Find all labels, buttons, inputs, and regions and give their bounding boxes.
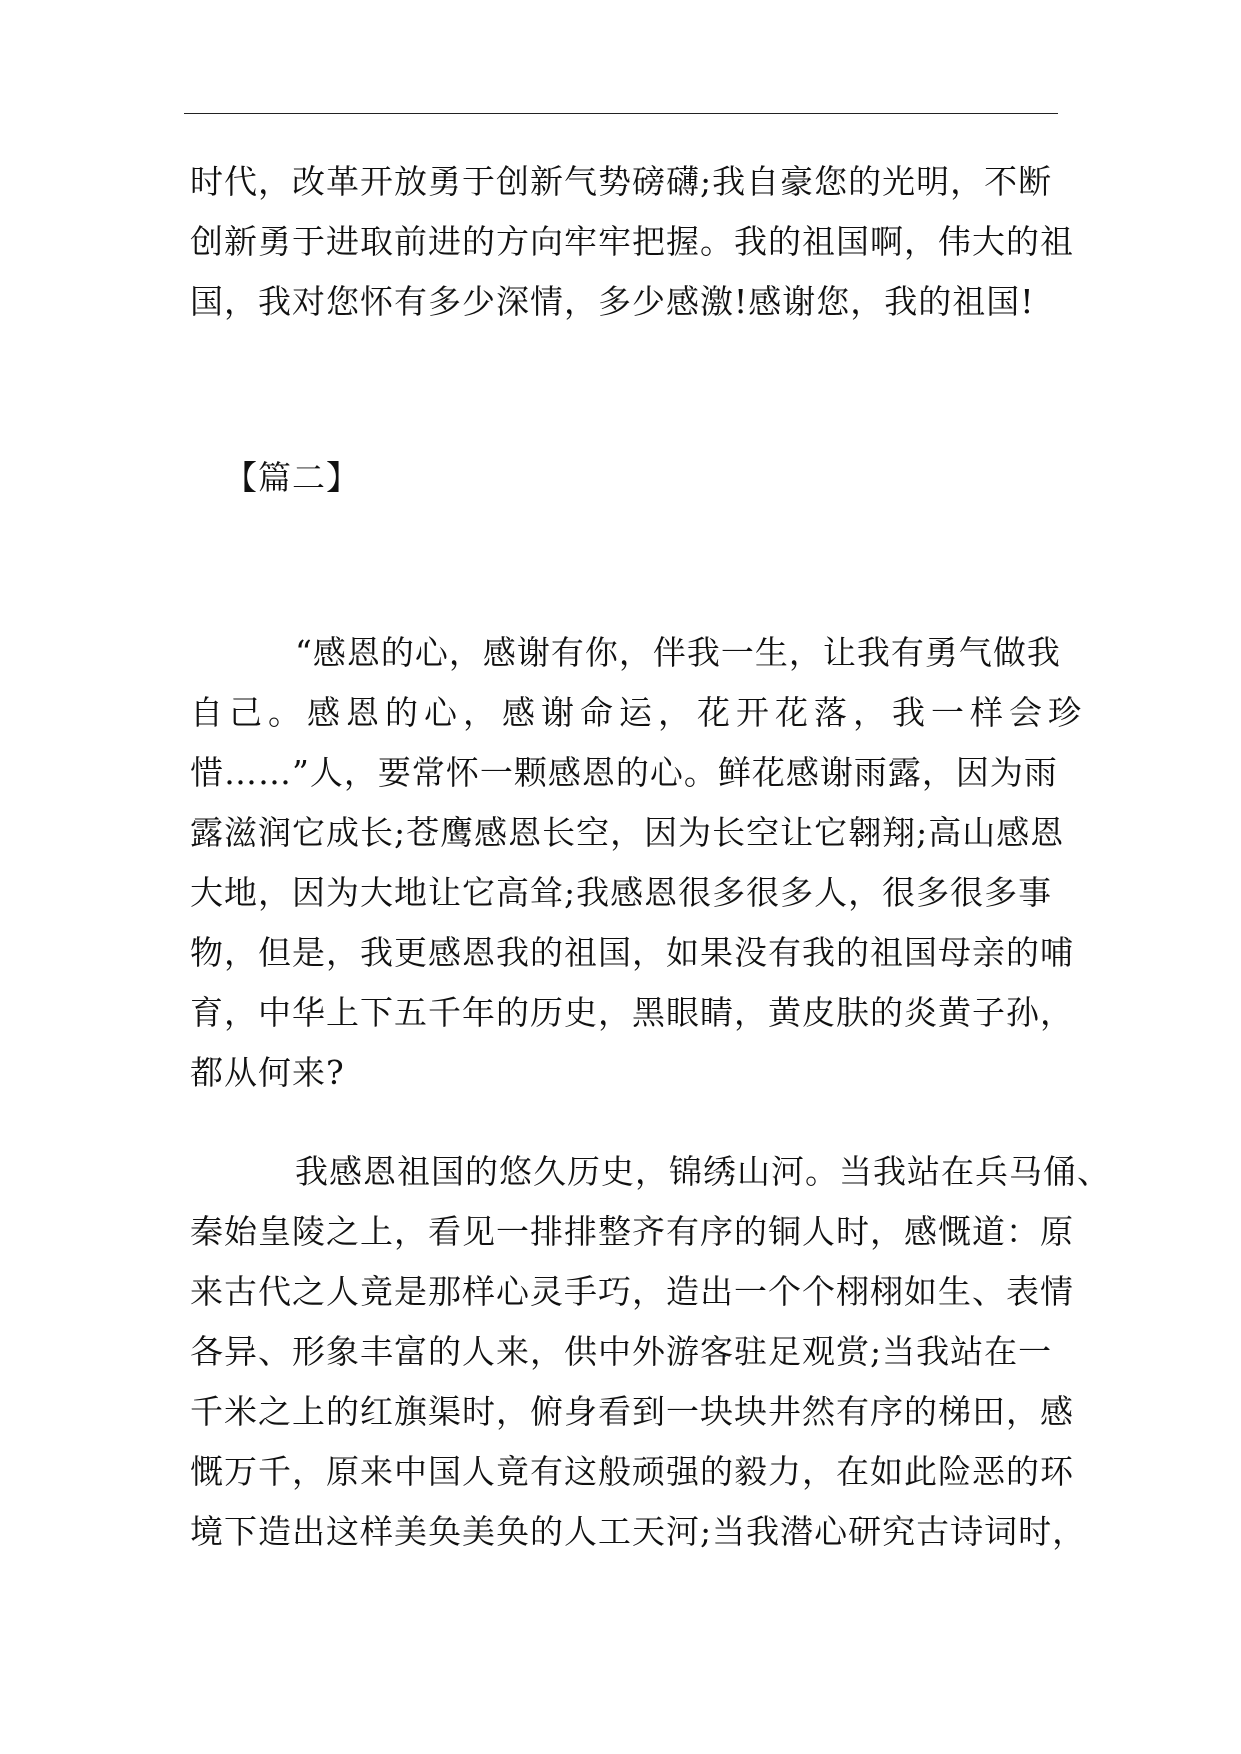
text-line: 来古代之人竟是那样心灵手巧，造出一个个栩栩如生、表情 bbox=[190, 1272, 1074, 1311]
text-line: 物，但是，我更感恩我的祖国，如果没有我的祖国母亲的哺 bbox=[190, 933, 1074, 972]
text-line: 露滋润它成长;苍鹰感恩长空，因为长空让它翱翔;高山感恩 bbox=[190, 813, 1065, 852]
text-line: 秦始皇陵之上，看见一排排整齐有序的铜人时，感慨道：原 bbox=[190, 1212, 1074, 1251]
text-line: 千米之上的红旗渠时，俯身看到一块块井然有序的梯田，感 bbox=[190, 1392, 1074, 1431]
text-line: 育，中华上下五千年的历史，黑眼睛，黄皮肤的炎黄子孙， bbox=[190, 993, 1074, 1032]
paragraph-1 bbox=[190, 152, 1074, 332]
text-line: 自己。感恩的心，感谢命运，花开花落，我一样会珍 bbox=[190, 693, 1087, 732]
text-line: 慨万千，原来中国人竟有这般顽强的毅力，在如此险恶的环 bbox=[190, 1452, 1074, 1491]
text-line: 我感恩祖国的悠久历史，锦绣山河。当我站在兵马俑、 bbox=[295, 1152, 1111, 1191]
text-line: 国，我对您怀有多少深情，多少感激!感谢您，我的祖国! bbox=[190, 282, 1035, 321]
text-line: 创新勇于进取前进的方向牢牢把握。我的祖国啊，伟大的祖 bbox=[190, 222, 1074, 261]
section-heading: 【篇二】 bbox=[224, 458, 360, 497]
text-line: 境下造出这样美奂美奂的人工天河;当我潜心研究古诗词时， bbox=[190, 1512, 1087, 1551]
text-line: 都从何来? bbox=[190, 1053, 345, 1092]
paragraph-2 bbox=[190, 623, 1087, 1103]
text-line: 时代，改革开放勇于创新气势磅礴;我自豪您的光明，不断 bbox=[190, 162, 1053, 201]
text-line: “感恩的心，感谢有你，伴我一生，让我有勇气做我 bbox=[295, 633, 1061, 672]
text-line: 各异、形象丰富的人来，供中外游客驻足观赏;当我站在一 bbox=[190, 1332, 1053, 1371]
header-rule bbox=[184, 113, 1058, 114]
text-line: 惜……”人，要常怀一颗感恩的心。鲜花感谢雨露，因为雨 bbox=[190, 753, 1058, 792]
paragraph-3 bbox=[190, 1142, 1111, 1562]
text-line: 大地，因为大地让它高耸;我感恩很多很多人，很多很多事 bbox=[190, 873, 1053, 912]
